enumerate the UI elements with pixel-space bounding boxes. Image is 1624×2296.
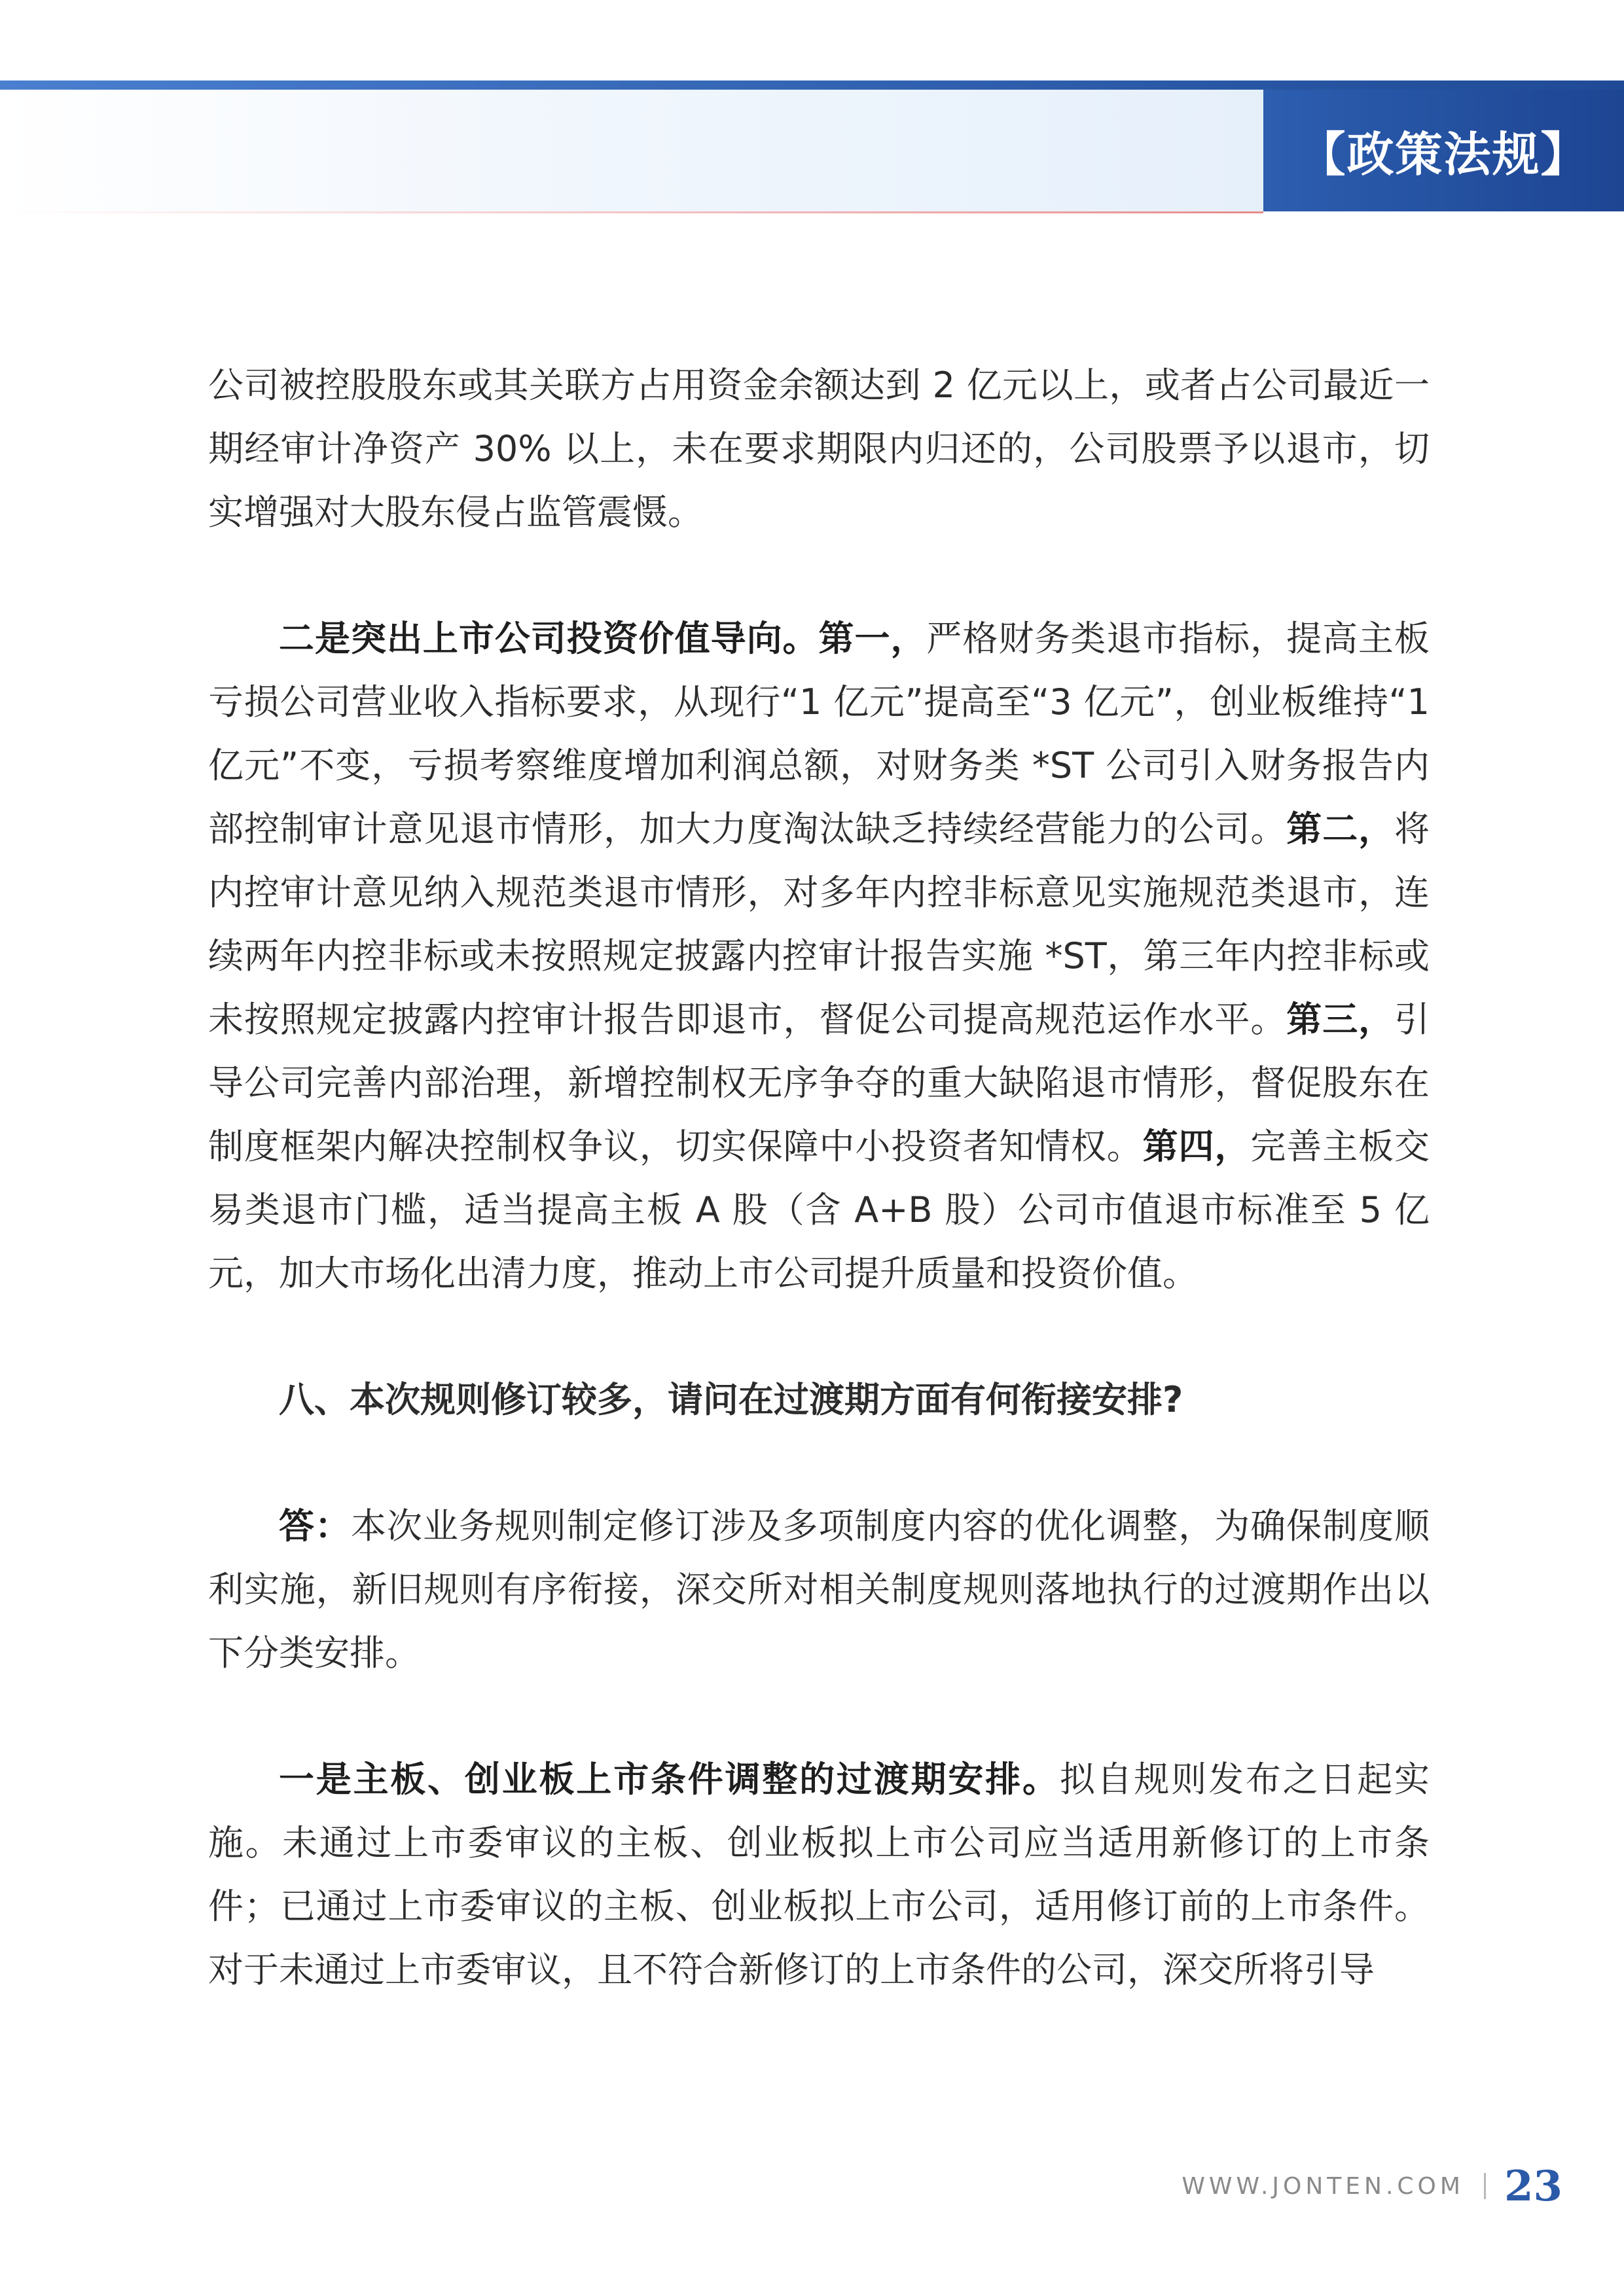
question-heading: 八、本次规则修订较多，请问在过渡期方面有何衔接安排? (279, 1379, 1183, 1420)
paragraph-2-text-3: 引导公司完善内部治理，新增控制权无序争夺的重大缺陷退市情形，督促股东在制度框架内解决控制权争议，切实保障中小投资者知情权。 (208, 999, 1430, 1167)
paragraph-2-text-4: 完善主板交易类退市门槛，适当提高主板 A 股（含 A+B 股）公司市值退市标准至 5 亿元，加大市场化出清力度，推动上市公司提升质量和投资价值。 (208, 1126, 1430, 1294)
footer-divider (1484, 2173, 1486, 2199)
paragraph-transition-lead: 一是主板、创业板上市条件调整的过渡期安排。 (279, 1759, 1060, 1800)
page-footer (1182, 2160, 1562, 2212)
page-number: 23 (1504, 2161, 1562, 2211)
footer-url: WWW.JONTEN.COM (1182, 2172, 1464, 2200)
answer-text: 本次业务规则制定修订涉及多项制度内容的优化调整，为确保制度顺利实施，新旧规则有序衔接，深交所对相关制度规则落地执行的过渡期作出以下分类安排。 (208, 1505, 1430, 1674)
paragraph-1 (208, 353, 1430, 544)
paragraph-2-point-4: 第四， (1142, 1126, 1251, 1167)
paragraph-2-point-3: 第三， (1286, 999, 1395, 1040)
section-tag: 【政策法规】 (1263, 90, 1624, 211)
paragraph-2-lead: 二是突出上市公司投资价值导向。第一， (279, 618, 927, 659)
paragraph-transition-text: 拟自规则发布之日起实施。未通过上市委审议的主板、创业板拟上市公司应当适用新修订的上市条件；已通过上市委审议的主板、创业板拟上市公司，适用修订前的上市条件。对于未通过上市委审议，且不符合新修订的上市条件的公司，深交所将引导 (208, 1759, 1430, 1990)
header-bar (0, 90, 1263, 211)
paragraph-2-text-2: 将内控审计意见纳入规范类退市情形，对多年内控非标意见实施规范类退市，连续两年内控非标或未按照规定披露内控审计报告实施 *ST，第三年内控非标或未按照规定披露内控审计报告即退市，督促公司提高规范运作水平。 (208, 808, 1430, 1040)
paragraph-2-text-1: 严格财务类退市指标，提高主板亏损公司营业收入指标要求，从现行“1 亿元”提高至“3 亿元”，创业板维持“1 亿元”不变，亏损考察维度增加利润总额，对财务类 *ST 公司引入财务报告内部控制审计意见退市情形，加大力度淘汰缺乏持续经营能力的公司。 (208, 618, 1430, 850)
answer-paragraph (208, 1494, 1430, 1685)
header-top-band (0, 81, 1624, 90)
paragraph-2-point-2: 第二， (1286, 808, 1395, 850)
paragraph-1-text: 公司被控股股东或其关联方占用资金余额达到 2 亿元以上，或者占公司最近一期经审计净资产 30% 以上，未在要求期限内归还的，公司股票予以退市，切实增强对大股东侵占监管震慑。 (208, 365, 1430, 533)
article-body (208, 353, 1430, 2064)
answer-lead: 答： (279, 1505, 351, 1547)
header-underline (0, 211, 1263, 213)
paragraph-2 (208, 607, 1430, 1305)
paragraph-transition (208, 1748, 1430, 2001)
